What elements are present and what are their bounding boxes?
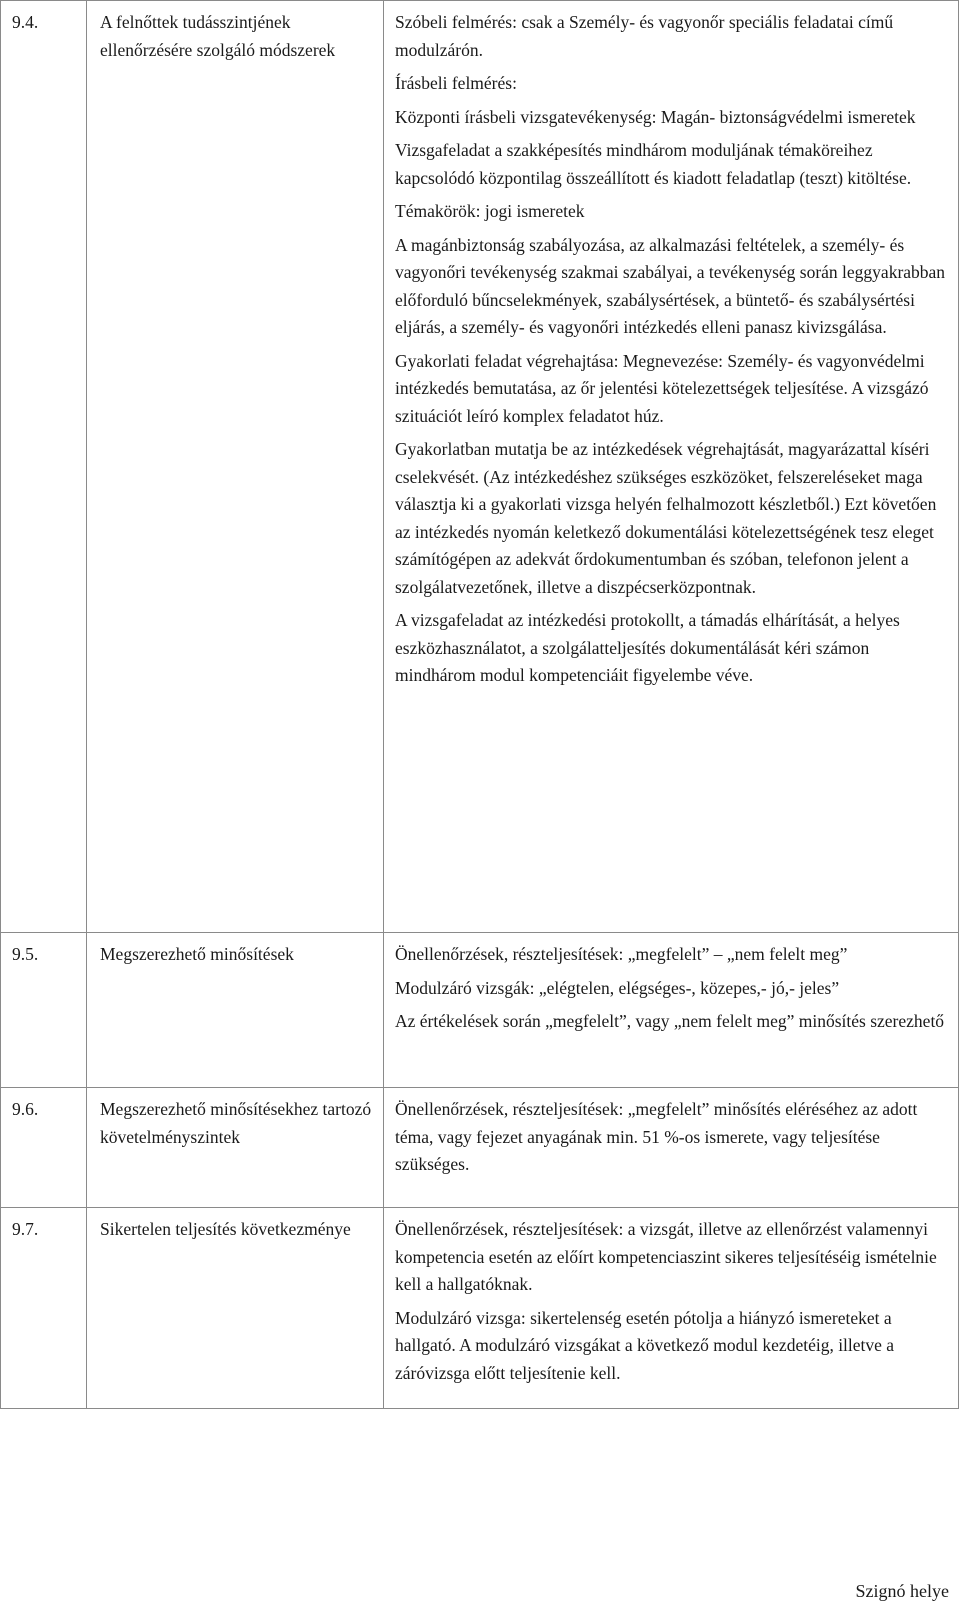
content-paragraph: Írásbeli felmérés:: [395, 73, 517, 93]
section-number: 9.6.: [1, 1088, 87, 1208]
content-paragraph: A vizsgafeladat az intézkedési protokollt, a támadás elhárítását, a helyes eszközhasználatot, a szolgálatteljesítés dokumentálását kéri számon mindhárom modul kompetenciáit figyelembe véve.: [395, 610, 900, 685]
section-content: [384, 1, 959, 933]
content-paragraph: A magánbiztonság szabályozása, az alkalmazási feltételek, a személy- és vagyonőri tevékenység szakmai szabályai, a tevékenység során leggyakrabban előforduló bűncselekmények, szabálysértések, a büntető- és szabálysértési eljárás, a személy- és vagyonőri intézkedés elleni panasz kivizsgálása.: [395, 234, 946, 337]
content-paragraph: Önellenőrzések, részteljesítések: a vizsgát, illetve az ellenőrzést valamennyi kompetencia esetén az előírt kompetenciaszint sikeres teljesítéséig ismételnie kell a hallgatóknak.: [395, 1219, 937, 1294]
content-paragraph: Vizsgafeladat a szakképesítés mindhárom moduljának témaköreihez kapcsolódó központilag összeállított és kiadott feladatlap (teszt) kitöltése.: [395, 140, 912, 188]
content-paragraph: Modulzáró vizsga: sikertelenség esetén pótolja a hiányzó ismereteket a hallgató. A modulzáró vizsgákat a következő modul kezdetéig, illetve a záróvizsga előtt teljesítenie kell.: [395, 1307, 895, 1383]
content-paragraph: Modulzáró vizsgák: „elégtelen, elégséges-, közepes,- jó,- jeles”: [395, 977, 840, 998]
table-row: [1, 1, 959, 933]
section-title: Megszerezhető minősítésekhez tartozó követelményszintek: [87, 1088, 384, 1208]
section-number: 9.4.: [1, 1, 87, 933]
section-number: 9.7.: [1, 1208, 87, 1409]
content-paragraph: Központi írásbeli vizsgatevékenység: Magán- biztonságvédelmi ismeretek: [395, 106, 916, 127]
content-paragraph: Témakörök: jogi ismeretek: [395, 201, 585, 221]
table-row: [1, 933, 959, 1088]
content-paragraph: Önellenőrzések, részteljesítések: „megfelelt” – „nem felelt meg”: [395, 944, 848, 964]
signature-placeholder: Szignó helye: [855, 1581, 949, 1601]
content-paragraph: Szóbeli felmérés: csak a Személy- és vagyonőr speciális feladatai című modulzárón.: [395, 12, 894, 60]
section-title: Megszerezhető minősítések: [87, 933, 384, 1088]
section-content: [384, 933, 959, 1088]
content-paragraph: Az értékelések során „megfelelt”, vagy „nem felelt meg” minősítés szerezhető: [395, 1011, 945, 1031]
section-number: 9.5.: [1, 933, 87, 1088]
content-paragraph: Önellenőrzések, részteljesítések: „megfelelt” minősítés eléréséhez az adott téma, vagy fejezet anyagának min. 51 %-os ismerete, vagy teljesítése szükséges.: [395, 1099, 918, 1174]
content-paragraph: Gyakorlatban mutatja be az intézkedések végrehajtását, magyarázattal kíséri cselekvését. (Az intézkedéshez szükséges eszközöket, felszereléseket maga választja ki a gyakorlati vizsga helyén felhalmozott készletből.) Ezt követően az intézkedés nyomán keletkező dokumentálási kötelezettségének tesz eleget számítógépen az adekvát őrdokumentumban és szóban, telefonon jelent a szolgálatvezetőnek, illetve a diszpécserközpontnak.: [395, 439, 937, 597]
section-content: [384, 1088, 959, 1208]
section-title: Sikertelen teljesítés következménye: [87, 1208, 384, 1409]
section-title: A felnőttek tudásszintjének ellenőrzésére szolgáló módszerek: [87, 1, 384, 933]
section-content: [384, 1208, 959, 1409]
table-row: [1, 1088, 959, 1208]
content-paragraph: Gyakorlati feladat végrehajtása: Megnevezése: Személy- és vagyonvédelmi intézkedés bemutatása, az őr jelentési kötelezettségek teljesítése. A vizsgázó szituációt leíró komplex feladatot húz.: [395, 350, 929, 426]
table-row: [1, 1208, 959, 1409]
